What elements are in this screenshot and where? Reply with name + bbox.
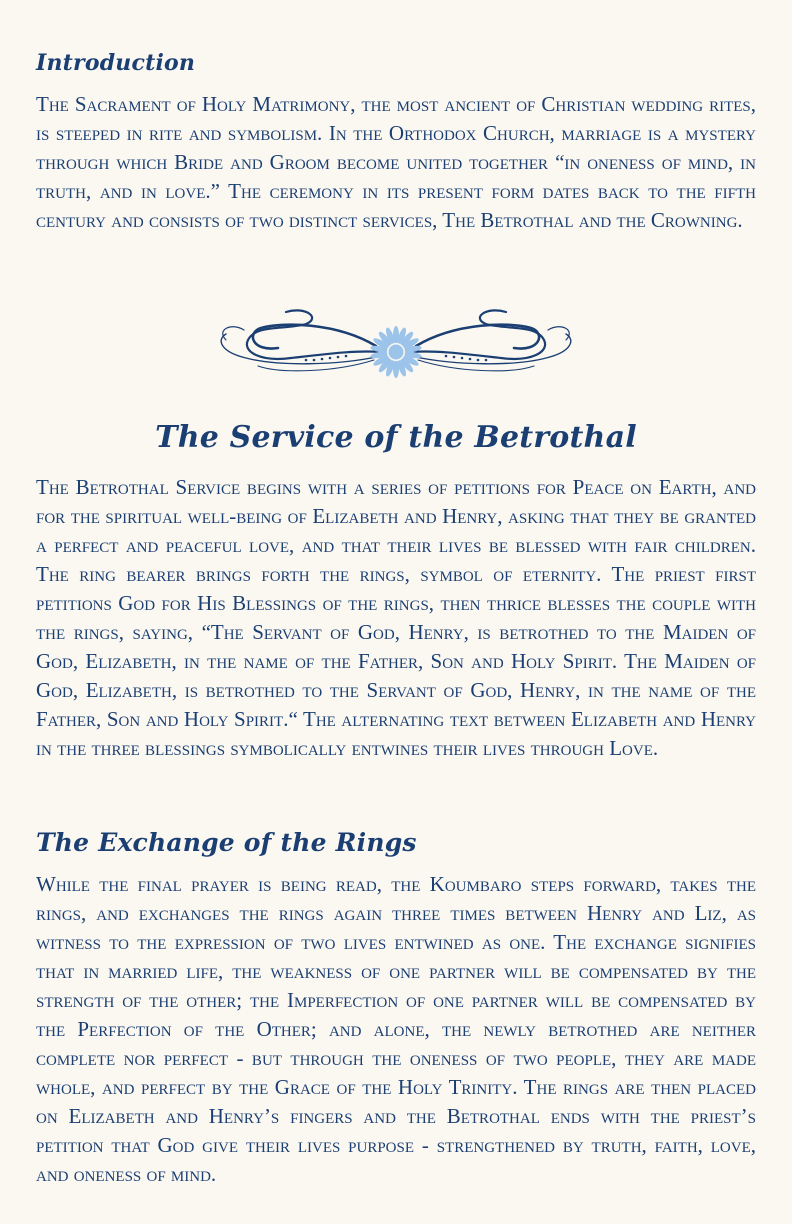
program-page (36, 0, 756, 1224)
exchange-of-rings-paragraph: While the final prayer is being read, the Koumbaro steps forward, takes the rings, and exchanges the rings again three times between Henry and Liz, as witness to the expression of two lives entwined as one. The exchange signifies that in married life, the weakness of one partner will be compensated by the strength of the other; the Imperfection of one partner will be compensated by the Perfection of the Other; and alone, the newly betrothed are neither complete nor perfect - but through the oneness of two people, they are made whole, and perfect by the Grace of the Holy Trinity. The rings are then placed on Elizabeth and Henry’s fingers and the Betrothal ends with the priest’s petition that God give their lives purpose - strengthened by truth, faith, love, and oneness of mind. (36, 872, 756, 1186)
introduction-heading: Introduction (36, 50, 196, 76)
betrothal-paragraph: The Betrothal Service begins with a series of petitions for Peace on Earth, and for the spiritual well-being of Elizabeth and Henry, asking that they be granted a perfect and peaceful love, and that their lives be blessed with fair children. The ring bearer brings forth the rings, symbol of eternity. The priest first petitions God for His Blessings of the rings, then thrice blesses the couple with the rings, saying, “The Servant of God, Henry, is betrothed to the Maiden of God, Elizabeth, in the name of the Father, Son and Holy Spirit. The Maiden of God, Elizabeth, is betrothed to the Servant of God, Henry, in the name of the Father, Son and Holy Spirit.“ The alternating text between Elizabeth and Henry in the three blessings symbolically entwines their lives through Love. (36, 475, 756, 760)
introduction-paragraph: The Sacrament of Holy Matrimony, the most ancient of Christian wedding rites, is steeped in rite and symbolism. In the Orthodox Church, marriage is a mystery through which Bride and Groom become united together “in oneness of mind, in truth, and in love.” The ceremony in its present form dates back to the fifth century and consists of two distinct services, The Betrothal and the Crowning. (36, 92, 756, 232)
betrothal-heading: The Service of the Betrothal (155, 420, 637, 455)
exchange-of-rings-heading: The Exchange of the Rings (36, 828, 417, 857)
flourish-divider-with-flower-icon (186, 300, 606, 384)
